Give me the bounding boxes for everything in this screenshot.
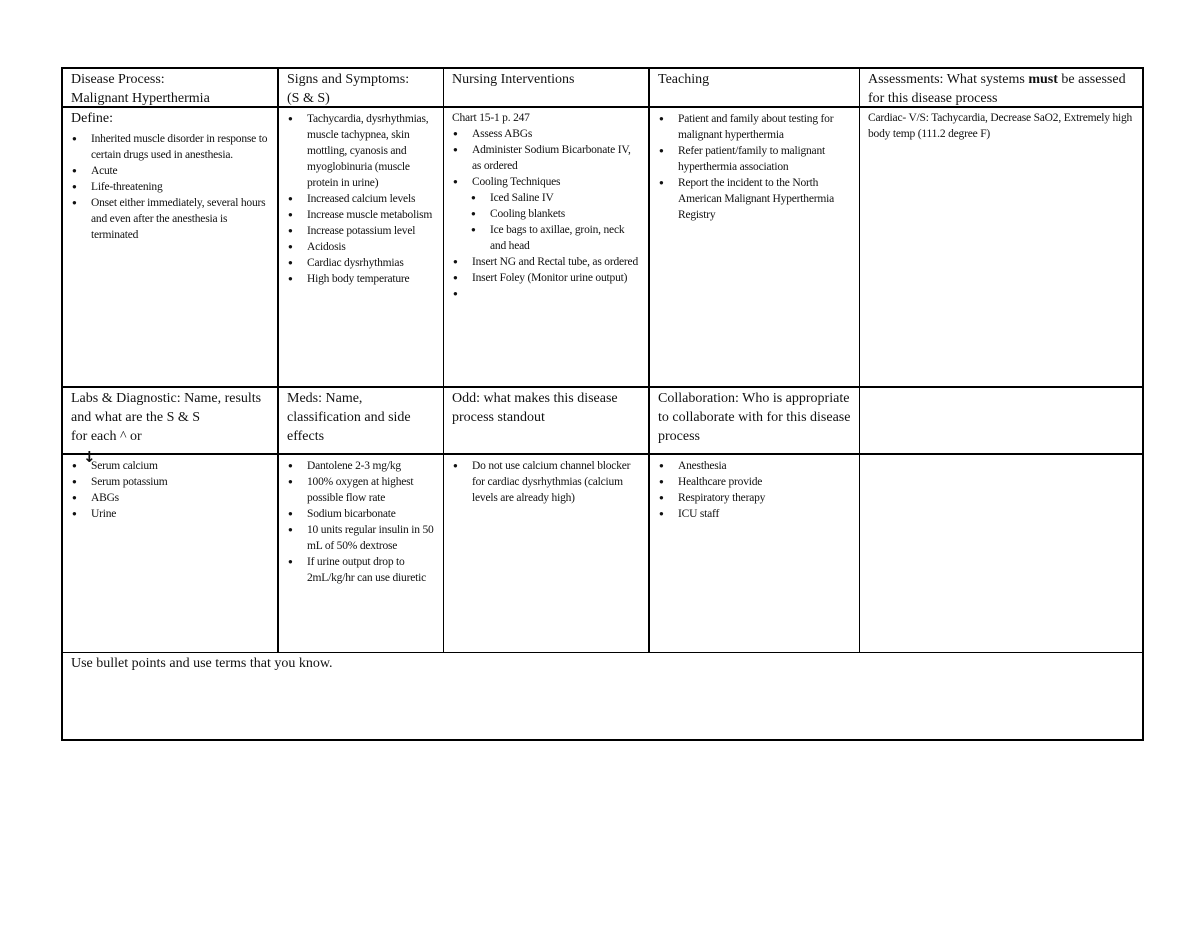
define-item: ● Life-threatening xyxy=(71,179,271,195)
collaboration-item: ● Anesthesia xyxy=(658,458,853,474)
intervention-item: ● Cooling Techniques xyxy=(452,174,642,190)
interventions-cell xyxy=(444,108,648,386)
arrow-down-icon: ↓ xyxy=(83,448,96,466)
collaboration-list xyxy=(658,458,853,522)
disease-process-header xyxy=(63,69,277,106)
signs-list xyxy=(287,111,437,287)
interventions-header-line: Nursing Interventions xyxy=(452,72,575,87)
med-item: ● 10 units regular insulin in 50 mL of 50% dextrose xyxy=(287,522,437,554)
intervention-item: ● Insert Foley (Monitor urine output) xyxy=(452,270,642,286)
meds-cell xyxy=(279,455,443,652)
labs-list xyxy=(71,458,271,522)
odd-list xyxy=(452,458,642,506)
define-item: ● Acute xyxy=(71,163,271,179)
teaching-item: ● Report the incident to the North American Malignant Hyperthermia Registry xyxy=(658,175,835,223)
assessments-emphasis: must xyxy=(1028,72,1058,87)
signs-header-line: Signs and Symptoms: xyxy=(287,72,410,87)
define-list xyxy=(63,128,277,243)
intervention-item: ● Administer Sodium Bicarbonate IV, as ordered xyxy=(452,142,642,174)
blank-cell xyxy=(860,455,1144,652)
teaching-item: ● Refer patient/family to malignant hyperthermia association xyxy=(658,143,835,175)
sign-item: ● Tachycardia, dysrhythmias, muscle tachypnea, skin mottling, cyanosis and myoglobinuria (muscle protein in urine) xyxy=(287,111,437,191)
meds-header xyxy=(279,388,443,453)
define-item: ● Inherited muscle disorder in response to certain drugs used in anesthesia. xyxy=(71,131,271,163)
intervention-item: ● Assess ABGs xyxy=(452,126,642,142)
teaching-header xyxy=(650,69,859,106)
assessments-suffix: be assessed for this disease process xyxy=(868,72,1126,106)
med-item: ● Dantolene 2-3 mg/kg xyxy=(287,458,437,474)
blank-header xyxy=(860,388,1144,453)
meds-header-line: Meds: Name, classification and side effects xyxy=(287,391,411,444)
define-item: ● Onset either immediately, several hours and even after the anesthesia is terminated xyxy=(71,195,271,243)
odd-item: ● Do not use calcium channel blocker for cardiac dysrhythmias (calcium levels are already high) xyxy=(452,458,642,506)
cooling-item: ● Cooling blankets xyxy=(470,206,642,222)
meds-list xyxy=(287,458,437,586)
define-label: Define: xyxy=(71,111,113,126)
labs-header-tail: for each ^ or xyxy=(71,429,142,444)
lab-item: ● Urine xyxy=(71,506,271,522)
collaboration-item: ● Healthcare provide xyxy=(658,474,853,490)
lab-item: ● ABGs xyxy=(71,490,271,506)
odd-header xyxy=(444,388,648,453)
med-item: ● If urine output drop to 2mL/kg/hr can use diuretic xyxy=(287,554,437,586)
intervention-item xyxy=(452,286,642,302)
interventions-list-continued xyxy=(452,254,642,302)
sign-item: ● Increased calcium levels xyxy=(287,191,437,207)
signs-cell xyxy=(279,108,443,386)
define-cell xyxy=(63,108,277,386)
collaboration-item: ● ICU staff xyxy=(658,506,853,522)
assessments-cell xyxy=(860,108,1144,386)
footer-note: Use bullet points and use terms that you know. xyxy=(71,656,333,671)
lab-item: ● Serum potassium xyxy=(71,474,271,490)
assessments-header xyxy=(860,69,1144,106)
labs-header-line: Labs & Diagnostic: Name, results and what are the S & S xyxy=(71,391,262,425)
sign-item: ● Cardiac dysrhythmias xyxy=(287,255,437,271)
odd-cell xyxy=(444,455,648,652)
sign-item: ● Acidosis xyxy=(287,239,437,255)
lab-item: ● Serum calcium xyxy=(71,458,271,474)
med-item: ● 100% oxygen at highest possible flow rate xyxy=(287,474,437,506)
signs-header-line: (S & S) xyxy=(287,91,330,106)
intervention-item: ● Insert NG and Rectal tube, as ordered xyxy=(452,254,642,270)
teaching-list xyxy=(658,111,853,223)
disease-process-label: Disease Process: xyxy=(71,72,165,87)
assessments-text: Cardiac- V/S: Tachycardia, Decrease SaO2, Extremely high body temp (111.2 degree F) xyxy=(868,112,1133,140)
assessments-prefix: Assessments: What systems xyxy=(868,72,1029,87)
chart-reference: Chart 15-1 p. 247 xyxy=(452,112,530,124)
med-item: ● Sodium bicarbonate xyxy=(287,506,437,522)
labs-cell xyxy=(63,455,277,652)
signs-symptoms-header xyxy=(279,69,443,106)
cooling-item: ● Iced Saline IV xyxy=(470,190,642,206)
collaboration-cell xyxy=(650,455,859,652)
odd-header-line: Odd: what makes this disease process standout xyxy=(452,391,618,425)
teaching-cell xyxy=(650,108,859,386)
sign-item: ● Increase potassium level xyxy=(287,223,437,239)
cooling-techniques-list xyxy=(470,190,642,254)
collaboration-header-line: Collaboration: Who is appropriate to collaborate with for this disease process xyxy=(658,391,851,444)
nursing-interventions-header xyxy=(444,69,648,106)
assessments-header-text xyxy=(868,72,1126,106)
collaboration-item: ● Respiratory therapy xyxy=(658,490,853,506)
disease-name: Malignant Hyperthermia xyxy=(71,91,210,106)
sign-item: ● High body temperature xyxy=(287,271,437,287)
sign-item: ● Increase muscle metabolism xyxy=(287,207,437,223)
interventions-list xyxy=(452,126,642,190)
teaching-header-line: Teaching xyxy=(658,72,710,87)
care-map-table xyxy=(61,67,1144,741)
teaching-item: ● Patient and family about testing for malignant hyperthermia xyxy=(658,111,835,143)
collaboration-header xyxy=(650,388,859,453)
cooling-item: ● Ice bags to axillae, groin, neck and head xyxy=(470,222,642,254)
